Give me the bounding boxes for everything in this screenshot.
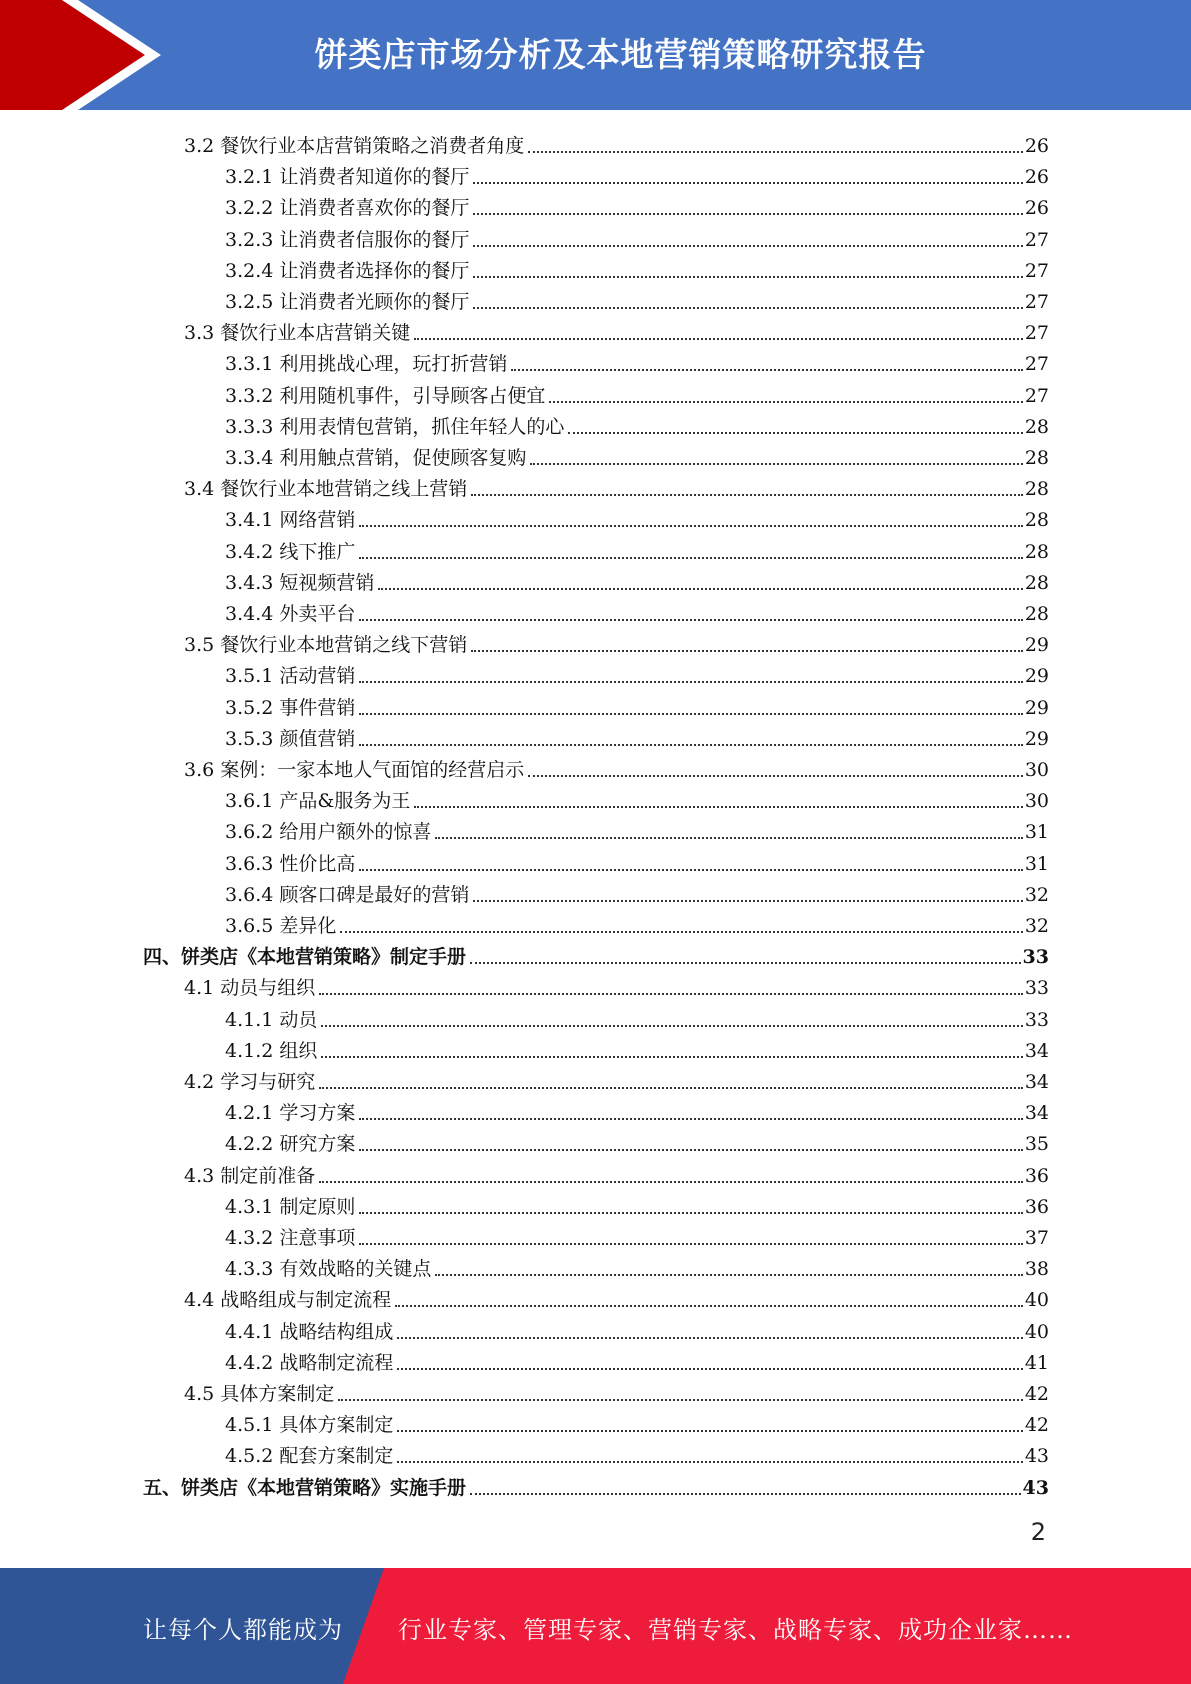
toc-entry-page: 41 — [1024, 1351, 1049, 1374]
toc-entry[interactable] — [225, 409, 1049, 440]
toc-entry[interactable] — [225, 222, 1049, 253]
toc-entry-number: 3.4 — [184, 478, 215, 501]
toc-entry[interactable] — [225, 1251, 1049, 1282]
toc-entry-number: 3.2.3 — [225, 228, 274, 251]
toc-entry-page: 33 — [1024, 1008, 1049, 1031]
toc-entry-number: 3.4.1 — [225, 509, 274, 532]
toc-entry[interactable] — [225, 284, 1049, 315]
toc-entry-title: 让消费者喜欢你的餐厅 — [279, 197, 470, 220]
toc-entry[interactable] — [184, 128, 1049, 159]
toc-entry-leader-dots — [359, 681, 1022, 683]
toc-entry-title: 让消费者信服你的餐厅 — [279, 228, 470, 251]
toc-entry[interactable] — [184, 970, 1049, 1001]
toc-entry-leader-dots — [359, 619, 1022, 621]
toc-entry[interactable] — [225, 190, 1049, 221]
toc-entry-title: 配套方案制定 — [279, 1445, 394, 1468]
toc-entry-page: 27 — [1024, 259, 1049, 282]
toc-entry[interactable] — [225, 1126, 1049, 1157]
toc-entry-leader-dots — [568, 432, 1022, 434]
toc-entry-number: 3.4.3 — [225, 571, 274, 594]
toc-entry-leader-dots — [359, 869, 1022, 871]
toc-entry-leader-dots — [340, 931, 1022, 933]
toc-entry-title: 研究方案 — [279, 1133, 356, 1156]
toc-entry-leader-dots — [470, 1493, 1021, 1495]
toc-entry-title: 五、饼类店《本地营销策略》实施手册 — [143, 1476, 467, 1499]
page-footer — [0, 1568, 1191, 1684]
toc-entry-title: 具体方案制定 — [220, 1383, 335, 1405]
toc-entry-leader-dots — [359, 1118, 1022, 1120]
toc-entry-title: 战略制定流程 — [279, 1351, 394, 1374]
toc-entry-title: 差异化 — [279, 915, 337, 937]
toc-entry-page: 28 — [1024, 571, 1049, 594]
toc-entry-page: 36 — [1024, 1195, 1049, 1218]
toc-entry[interactable] — [225, 1345, 1049, 1376]
toc-entry-leader-dots — [414, 338, 1023, 340]
toc-entry-page: 29 — [1024, 696, 1049, 719]
toc-entry-title: 利用触点营销，促使顾客复购 — [279, 447, 527, 469]
toc-entry-number: 3.5.2 — [225, 696, 274, 719]
toc-entry-page: 28 — [1024, 540, 1049, 563]
toc-entry-leader-dots — [471, 494, 1023, 496]
toc-entry[interactable] — [225, 346, 1049, 377]
toc-entry-page: 40 — [1024, 1289, 1049, 1312]
toc-entry-title: 利用随机事件，引导顾客占便宜 — [279, 384, 546, 407]
toc-entry-number: 4.4 — [184, 1289, 215, 1312]
toc-entry-number: 3.6.5 — [225, 915, 274, 937]
toc-entry-number: 4.4.1 — [225, 1320, 274, 1343]
toc-entry[interactable] — [184, 1064, 1049, 1095]
toc-entry-page: 34 — [1024, 1039, 1049, 1062]
toc-entry-leader-dots — [397, 1430, 1022, 1432]
toc-entry-leader-dots — [397, 1337, 1022, 1339]
page-number: 2 — [1030, 1518, 1046, 1546]
toc-entry-leader-dots — [473, 182, 1022, 184]
toc-entry-title: 具体方案制定 — [279, 1414, 394, 1437]
toc-entry-title: 战略结构组成 — [279, 1320, 394, 1343]
toc-entry[interactable] — [225, 1314, 1049, 1345]
toc-entry[interactable] — [225, 159, 1049, 190]
toc-entry-number: 4.5.2 — [225, 1445, 274, 1468]
toc-entry-number: 3.2.1 — [225, 166, 274, 189]
toc-entry[interactable] — [143, 939, 1049, 970]
toc-entry-number: 4.3.3 — [225, 1258, 274, 1281]
header-title: 饼类店市场分析及本地营销策略研究报告 — [314, 35, 927, 74]
toc-entry-number: 4.3 — [184, 1164, 215, 1187]
toc-entry-title: 餐饮行业本店营销关键 — [220, 322, 411, 345]
toc-entry-page: 29 — [1024, 727, 1049, 750]
toc-entry[interactable] — [184, 1376, 1049, 1407]
toc-entry-number: 3.5.3 — [225, 727, 274, 750]
toc-entry-leader-dots — [549, 401, 1022, 403]
toc-entry-page: 40 — [1024, 1320, 1049, 1343]
toc-entry-page: 43 — [1022, 1476, 1049, 1499]
toc-entry[interactable] — [225, 565, 1049, 596]
toc-entry-title: 给用户额外的惊喜 — [279, 821, 432, 844]
toc-entry-page: 31 — [1024, 852, 1049, 875]
toc-entry[interactable] — [225, 1407, 1049, 1438]
toc-entry-page: 30 — [1024, 759, 1049, 781]
toc-entry[interactable] — [225, 534, 1049, 565]
toc-entry-leader-dots — [359, 713, 1022, 715]
toc-entry-page: 26 — [1024, 197, 1049, 220]
toc-entry[interactable] — [225, 783, 1049, 814]
toc-entry-page: 35 — [1024, 1133, 1049, 1156]
toc-entry-page: 27 — [1024, 291, 1049, 313]
toc-entry-number: 3.2 — [184, 135, 215, 157]
toc-entry-number: 3.2.5 — [225, 291, 274, 313]
toc-entry-number: 3.6.4 — [225, 883, 274, 906]
toc-entry-page: 28 — [1024, 447, 1049, 469]
toc-entry[interactable] — [225, 1220, 1049, 1251]
toc-entry-page: 42 — [1024, 1383, 1049, 1405]
toc-entry-leader-dots — [473, 213, 1022, 215]
toc-entry-leader-dots — [414, 806, 1022, 808]
toc-entry-leader-dots — [359, 1212, 1022, 1214]
toc-entry-number: 4.5.1 — [225, 1414, 274, 1437]
toc-entry-title: 利用表情包营销，抓住年轻人的心 — [279, 415, 565, 438]
toc-entry-page: 32 — [1024, 915, 1049, 937]
page-header — [0, 0, 1191, 110]
toc-entry-page: 32 — [1024, 883, 1049, 906]
toc-entry-leader-dots — [528, 775, 1023, 777]
toc-entry[interactable] — [225, 1438, 1049, 1469]
toc-entry-title: 战略组成与制定流程 — [220, 1289, 392, 1312]
toc-entry-title: 性价比高 — [279, 852, 356, 875]
toc-entry-leader-dots — [359, 744, 1022, 746]
toc-entry-number: 3.3.1 — [225, 353, 274, 376]
toc-entry-leader-dots — [528, 151, 1023, 153]
toc-entry-number: 4.2 — [184, 1071, 215, 1093]
toc-entry-page: 33 — [1024, 977, 1049, 1000]
toc-entry-page: 28 — [1024, 478, 1049, 501]
toc-entry-leader-dots — [530, 463, 1022, 465]
toc-entry-number: 4.1 — [184, 977, 215, 1000]
toc-entry-number: 3.2.2 — [225, 197, 274, 220]
toc-entry-number: 3.6.3 — [225, 852, 274, 875]
toc-entry-title: 学习与研究 — [220, 1071, 316, 1093]
toc-entry-number: 4.2.2 — [225, 1133, 274, 1156]
toc-entry-number: 3.3.3 — [225, 415, 274, 438]
toc-entry[interactable] — [225, 378, 1049, 409]
toc-entry-leader-dots — [321, 1025, 1022, 1027]
toc-entry[interactable] — [225, 721, 1049, 752]
toc-entry-title: 让消费者知道你的餐厅 — [279, 166, 470, 189]
toc-entry[interactable] — [184, 1158, 1049, 1189]
toc-entry-leader-dots — [378, 588, 1022, 590]
toc-entry-page: 37 — [1024, 1227, 1049, 1249]
toc-entry-page: 33 — [1022, 946, 1049, 969]
toc-entry[interactable] — [225, 1095, 1049, 1126]
toc-entry-leader-dots — [319, 1087, 1023, 1089]
toc-entry-title: 制定原则 — [279, 1195, 356, 1218]
toc-entry-leader-dots — [435, 837, 1022, 839]
toc-entry-title: 学习方案 — [279, 1102, 356, 1125]
toc-entry-title: 事件营销 — [279, 696, 356, 719]
toc-entry-title: 制定前准备 — [220, 1164, 316, 1187]
toc-entry-page: 34 — [1024, 1102, 1049, 1125]
toc-entry[interactable] — [225, 1189, 1049, 1220]
toc-entry[interactable] — [225, 502, 1049, 533]
toc-entry[interactable] — [184, 471, 1049, 502]
toc-entry-leader-dots — [471, 650, 1023, 652]
toc-entry-leader-dots — [435, 1274, 1022, 1276]
toc-entry-number: 3.6.1 — [225, 790, 274, 813]
toc-entry-title: 颜值营销 — [279, 727, 356, 750]
toc-entry-leader-dots — [319, 1181, 1023, 1183]
toc-entry-page: 36 — [1024, 1164, 1049, 1187]
toc-entry-page: 26 — [1024, 135, 1049, 157]
toc-entry-title: 餐饮行业本地营销之线下营销 — [220, 634, 468, 657]
toc-entry[interactable] — [184, 752, 1049, 783]
toc-entry-page: 27 — [1024, 322, 1049, 345]
toc-entry-page: 26 — [1024, 166, 1049, 189]
toc-entry-title: 产品&服务为王 — [279, 790, 411, 813]
toc-entry-title: 让消费者光顾你的餐厅 — [279, 291, 470, 313]
toc-entry-number: 4.1.2 — [225, 1039, 274, 1062]
toc-entry-number: 3.3.2 — [225, 384, 274, 407]
toc-entry-title: 网络营销 — [279, 509, 356, 532]
toc-entry-number: 3.3.4 — [225, 447, 274, 469]
toc-entry-leader-dots — [338, 1399, 1023, 1401]
toc-entry[interactable] — [225, 877, 1049, 908]
toc-entry-leader-dots — [319, 993, 1023, 995]
toc-entry-title: 有效战略的关键点 — [279, 1258, 432, 1281]
toc-entry-page: 31 — [1024, 821, 1049, 844]
toc-entry-leader-dots — [359, 1149, 1022, 1151]
toc-entry-title: 利用挑战心理，玩打折营销 — [279, 353, 508, 376]
toc-entry-number: 3.2.4 — [225, 259, 274, 282]
toc-entry[interactable] — [225, 596, 1049, 627]
toc-entry-page: 28 — [1024, 603, 1049, 625]
toc-entry[interactable] — [225, 846, 1049, 877]
toc-entry-number: 3.5.1 — [225, 665, 274, 688]
toc-entry-title: 案例：一家本地人气面馆的经营启示 — [220, 759, 525, 781]
toc-entry-leader-dots — [397, 1461, 1022, 1463]
toc-entry-leader-dots — [359, 1243, 1022, 1245]
toc-entry-page: 43 — [1024, 1445, 1049, 1468]
toc-entry-number: 4.1.1 — [225, 1008, 274, 1031]
toc-entry-number: 3.6 — [184, 759, 215, 781]
toc-entry-leader-dots — [473, 307, 1022, 309]
toc-entry-leader-dots — [395, 1305, 1023, 1307]
toc-entry-title: 线下推广 — [279, 540, 356, 563]
toc-entry-page: 42 — [1024, 1414, 1049, 1437]
toc-entry-page: 28 — [1024, 415, 1049, 438]
toc-entry-number: 4.3.1 — [225, 1195, 274, 1218]
toc-entry-number: 3.6.2 — [225, 821, 274, 844]
toc-entry-leader-dots — [359, 557, 1022, 559]
toc-entry-page: 27 — [1024, 353, 1049, 376]
toc-entry-number: 3.5 — [184, 634, 215, 657]
toc-entry-number: 3.3 — [184, 322, 215, 345]
footer-slogan-left: 让每个人都能成为 — [143, 1616, 343, 1644]
toc-entry-title: 注意事项 — [279, 1227, 356, 1249]
toc-entry[interactable] — [225, 908, 1049, 939]
toc-entry[interactable] — [225, 814, 1049, 845]
toc-entry[interactable] — [225, 440, 1049, 471]
toc-entry-number: 4.2.1 — [225, 1102, 274, 1125]
toc-entry-page: 29 — [1024, 665, 1049, 688]
toc-entry-title: 组织 — [279, 1039, 318, 1062]
toc-entry[interactable] — [225, 658, 1049, 689]
toc-entry-title: 餐饮行业本地营销之线上营销 — [220, 478, 468, 501]
toc-entry-number: 3.4.4 — [225, 603, 274, 625]
toc-entry-title: 动员 — [279, 1008, 318, 1031]
toc-entry-page: 30 — [1024, 790, 1049, 813]
toc-entry-leader-dots — [473, 900, 1022, 902]
toc-entry[interactable] — [143, 1470, 1049, 1501]
toc-entry-leader-dots — [511, 369, 1022, 371]
toc-entry[interactable] — [184, 1282, 1049, 1313]
toc-entry-number: 4.5 — [184, 1383, 215, 1405]
toc-entry[interactable] — [225, 1033, 1049, 1064]
toc-entry-page: 29 — [1024, 634, 1049, 657]
toc-entry-page: 38 — [1024, 1258, 1049, 1281]
toc-entry-leader-dots — [397, 1368, 1022, 1370]
toc-entry-number: 4.3.2 — [225, 1227, 274, 1249]
toc-entry-page: 27 — [1024, 228, 1049, 251]
toc-entry-leader-dots — [359, 525, 1022, 527]
toc-entry-number: 4.4.2 — [225, 1351, 274, 1374]
toc-entry[interactable] — [184, 315, 1049, 346]
toc-entry[interactable] — [225, 690, 1049, 721]
toc-entry-title: 顾客口碑是最好的营销 — [279, 883, 470, 906]
toc-entry-title: 活动营销 — [279, 665, 356, 688]
toc-entry-page: 27 — [1024, 384, 1049, 407]
footer-slogan-right: 行业专家、管理专家、营销专家、战略专家、成功企业家…… — [398, 1616, 1073, 1644]
toc-entry-title: 动员与组织 — [220, 977, 316, 1000]
toc-entry[interactable] — [225, 253, 1049, 284]
toc-entry-title: 外卖平台 — [279, 603, 356, 625]
toc-entry-leader-dots — [473, 245, 1022, 247]
toc-entry[interactable] — [184, 627, 1049, 658]
toc-entry-number: 3.4.2 — [225, 540, 274, 563]
toc-entry-title: 餐饮行业本店营销策略之消费者角度 — [220, 135, 525, 157]
toc-entry-page: 34 — [1024, 1071, 1049, 1093]
toc-entry-page: 28 — [1024, 509, 1049, 532]
toc-entry-title: 短视频营销 — [279, 571, 375, 594]
toc-entry-leader-dots — [321, 1056, 1022, 1058]
toc-entry-leader-dots — [470, 962, 1021, 964]
toc-entry-title: 让消费者选择你的餐厅 — [279, 259, 470, 282]
toc-entry-title: 四、饼类店《本地营销策略》制定手册 — [143, 946, 467, 969]
toc-entry[interactable] — [225, 1002, 1049, 1033]
toc-entry-leader-dots — [473, 276, 1022, 278]
